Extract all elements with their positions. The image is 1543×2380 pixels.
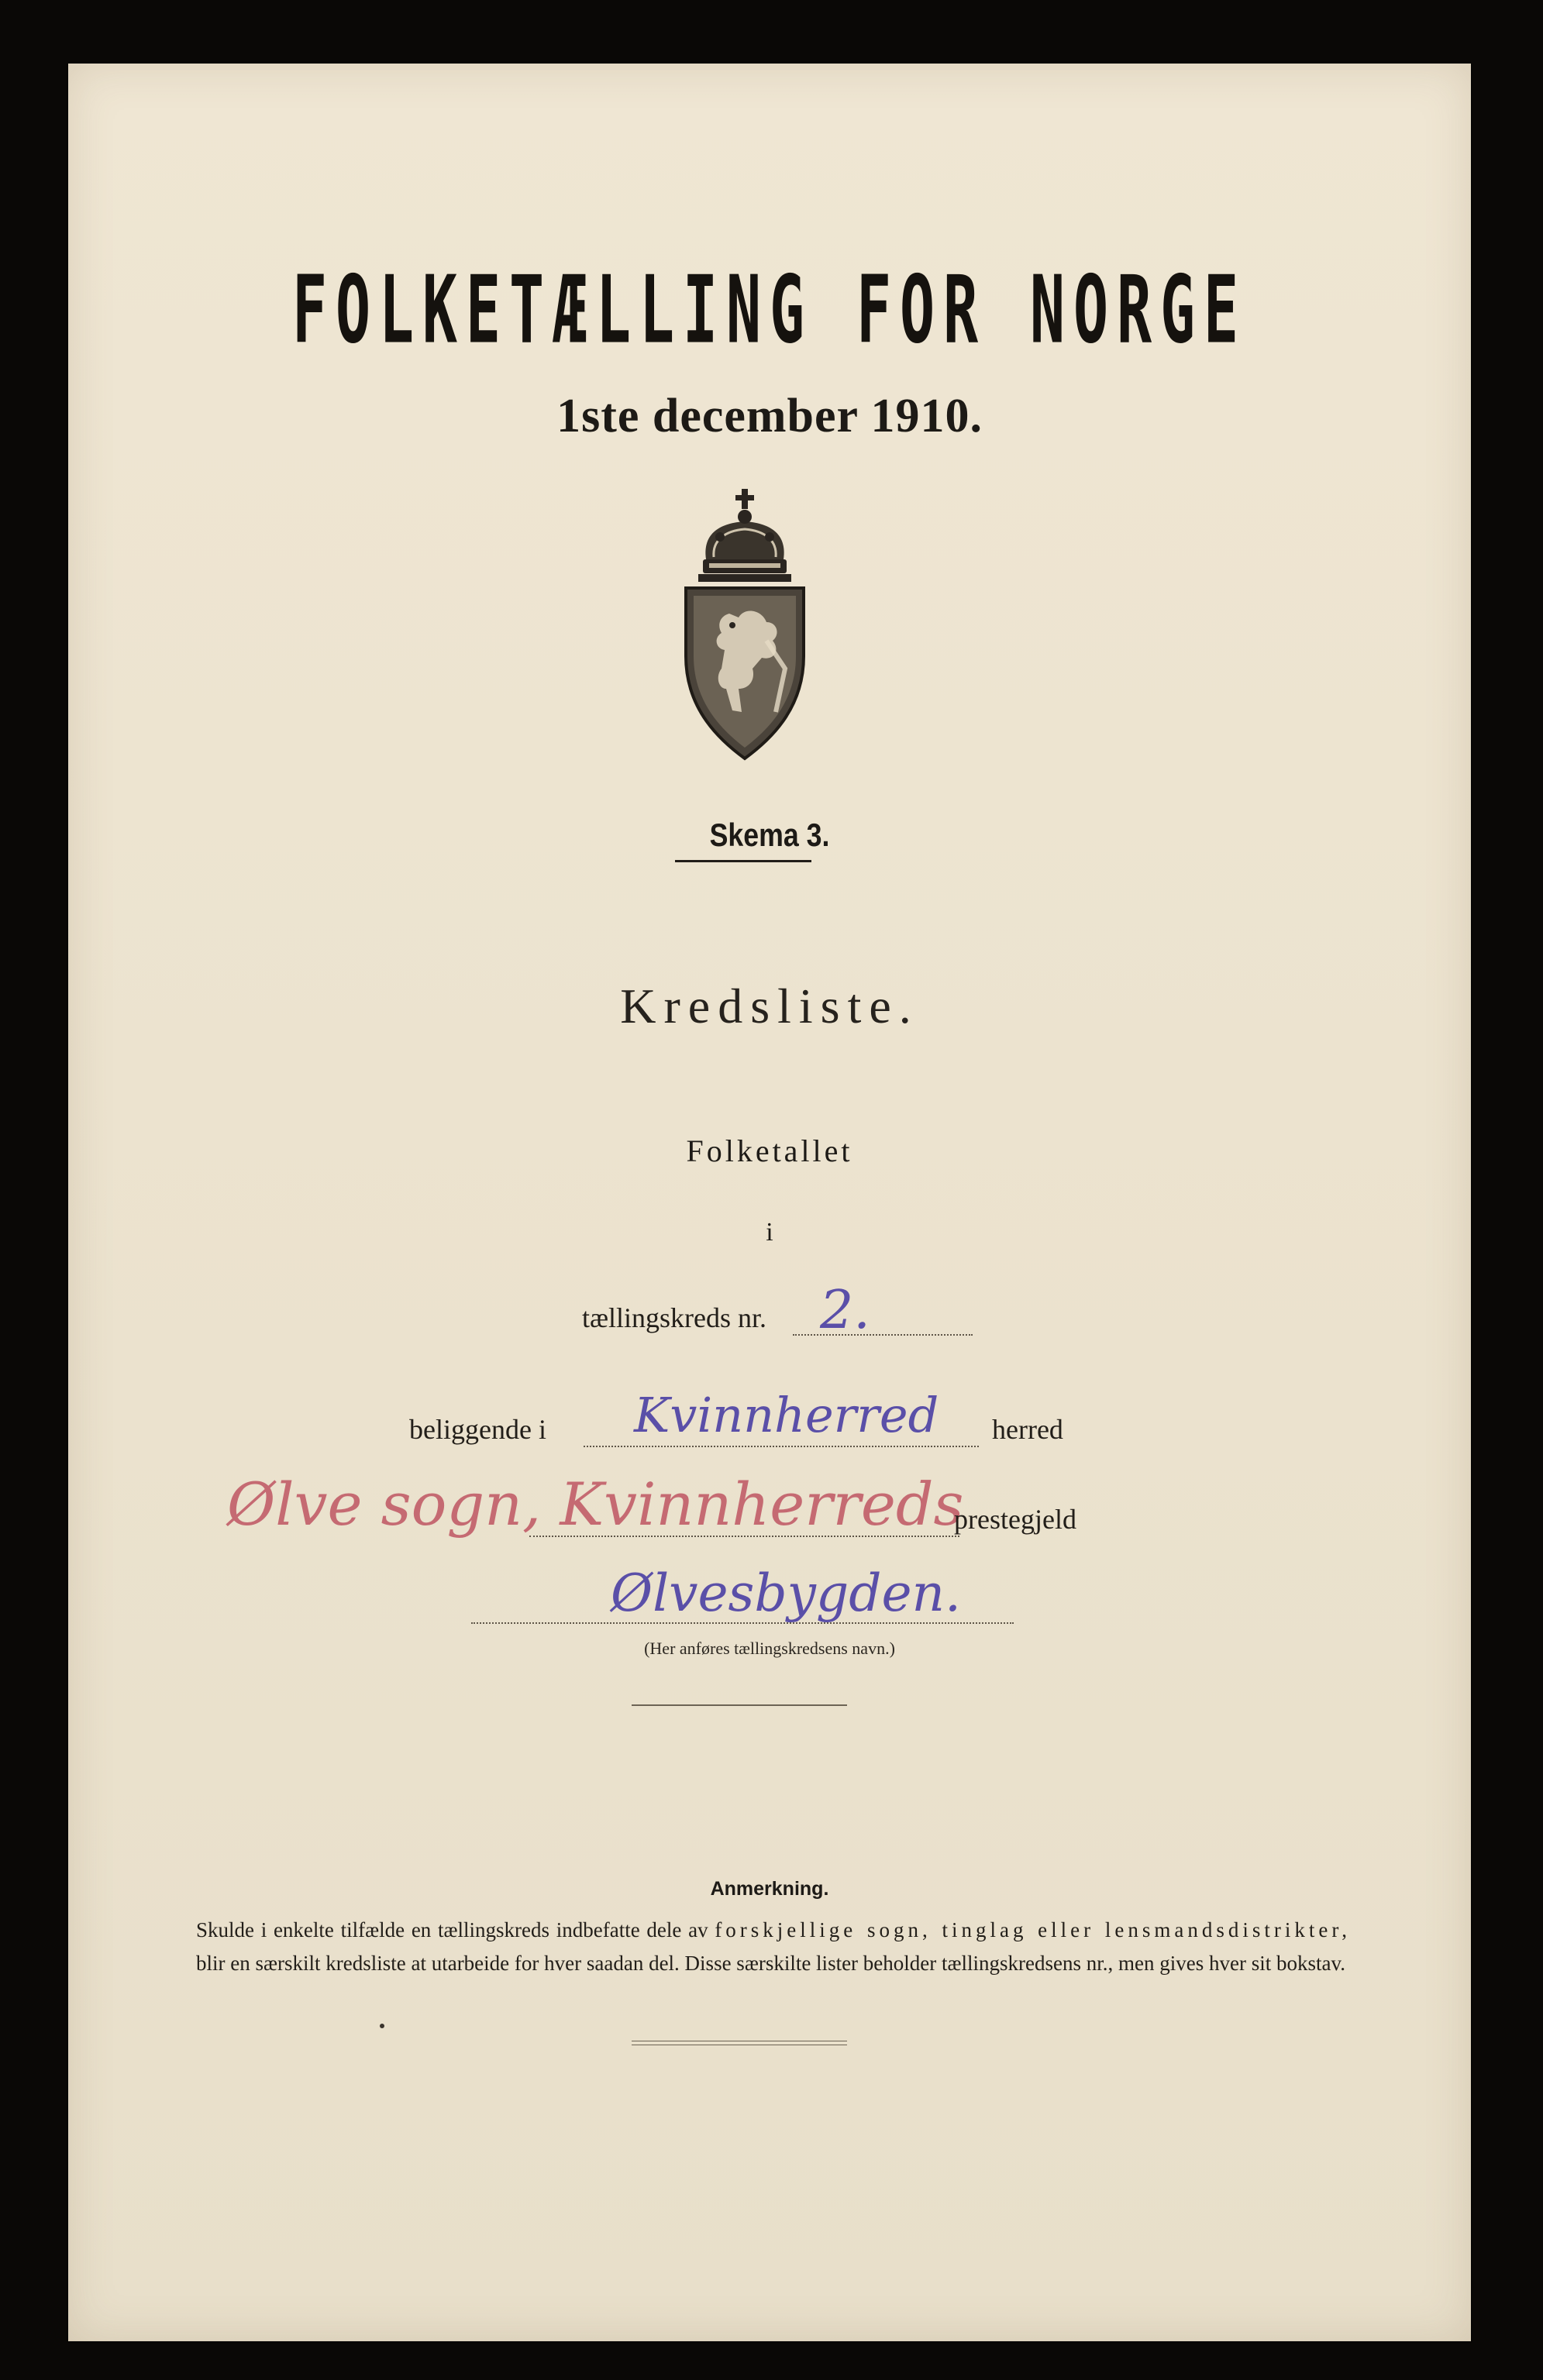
norwegian-coat-of-arms-icon (675, 486, 815, 765)
located-label: beliggende i (409, 1414, 546, 1445)
note-text-part2: blir en særskilt kredsliste at utarbeide for hver saadan del. Disse særskilte lister beholder tællingskredsens nr., men gives hver sit bokstav. (196, 1952, 1345, 1975)
schema-number: Skema 3. (709, 817, 830, 853)
herred-line (584, 1446, 979, 1447)
census-form-page (68, 64, 1471, 2341)
form-title: FOLKETÆLLING FOR NORGE (291, 256, 1248, 364)
population-label: Folketallet (686, 1133, 853, 1168)
census-date: 1ste december 1910. (556, 390, 983, 442)
section-divider (632, 1704, 847, 1706)
district-name-hint: (Her anføres tællingskredsens navn.) (644, 1639, 895, 1658)
ink-speck (380, 2024, 384, 2028)
in-label: i (766, 1218, 773, 1247)
parish-value: Ølve sogn, Kvinnherreds (227, 1470, 964, 1539)
herred-value: Kvinnherred (634, 1387, 939, 1443)
note-text (196, 1914, 1351, 1980)
district-number-value: 2. (820, 1280, 870, 1341)
note-text-part1: Skulde i enkelte tilfælde en tællingskreds indbefatte dele av (196, 1918, 708, 1941)
herred-label: herred (992, 1414, 1063, 1445)
parish-label: prestegjeld (954, 1504, 1076, 1535)
district-name-value: Ølvesbygden. (611, 1563, 962, 1623)
district-number-label: tællingskreds nr. (582, 1302, 767, 1333)
list-title: Kredsliste. (620, 978, 919, 1034)
note-text-emphasis: forskjellige sogn, tinglag eller lensmandsdistrikter, (715, 1918, 1351, 1941)
note-title: Anmerkning. (710, 1878, 829, 1900)
schema-underline (675, 860, 811, 862)
